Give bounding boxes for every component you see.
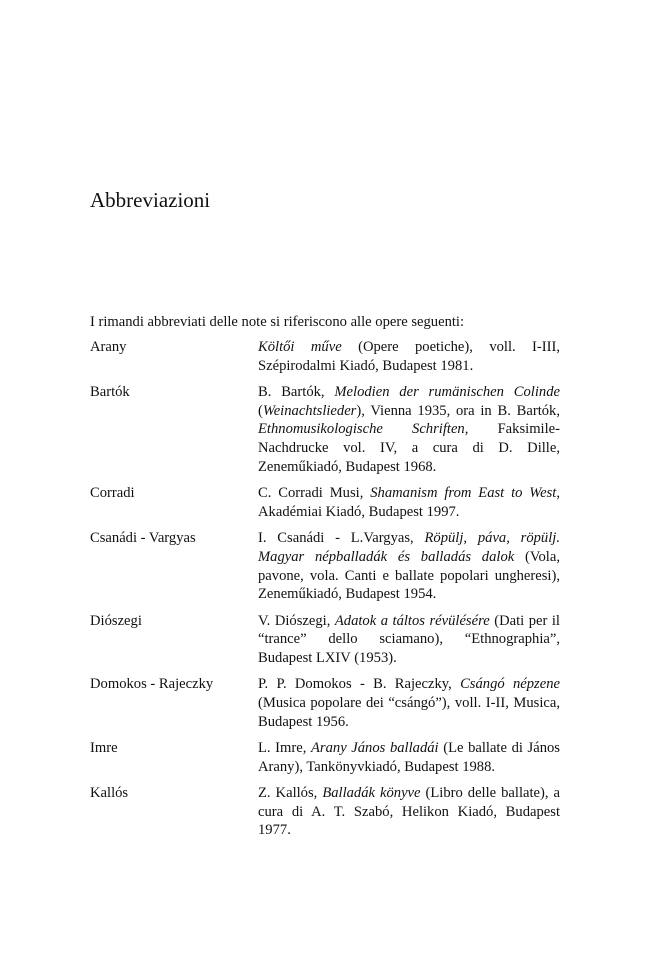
abbreviation-entry — [90, 739, 560, 777]
bibliographic-reference — [258, 529, 560, 604]
abbreviation-entry — [90, 784, 560, 840]
bibliographic-reference — [258, 675, 560, 731]
abbreviation-key: Corradi — [90, 485, 135, 502]
abbreviation-key: Arany — [90, 339, 127, 355]
abbreviation-key: Imre — [90, 739, 118, 756]
reference-text: (Musica popolare dei “csángó”), voll. I-II, Musica, Budapest 1956. — [258, 695, 560, 730]
reference-text: B. Bartók, — [258, 383, 335, 400]
reference-title: Shamanism from East to West — [370, 485, 557, 502]
bibliographic-reference — [258, 338, 560, 376]
bibliographic-reference — [258, 612, 560, 668]
reference-text: ), Vienna 1935, ora in B. Bartók, — [356, 402, 560, 419]
reference-text: (Vola, pavone, vola. Canti e ballate popolari ungheresi), Zeneműkiadó, Budapest 1954. — [258, 548, 560, 603]
abbreviation-entry — [90, 338, 560, 376]
reference-text: ( — [258, 402, 263, 419]
abbreviation-key: Diószegi — [90, 612, 142, 629]
reference-title: Adatok a táltos révülésére — [334, 612, 490, 629]
abbreviation-list — [90, 338, 560, 848]
reference-text: P. P. Domokos - B. Rajeczky, — [258, 676, 461, 693]
abbreviation-entry — [90, 383, 560, 477]
bibliographic-reference — [258, 784, 560, 840]
reference-text: Faksimile-Nachdrucke vol. IV, a cura di D. Dille, Zeneműkiadó, Budapest 1968. — [258, 421, 560, 476]
reference-title: Weinachtslieder — [262, 402, 357, 419]
reference-text: I. Csanádi - L.Vargyas, — [258, 530, 425, 547]
bibliographic-reference — [258, 383, 560, 477]
reference-text: Z. Kallós, — [258, 784, 323, 801]
reference-title: Csángó népzene — [460, 676, 560, 693]
abbreviation-key: Domokos - Rajeczky — [90, 676, 214, 693]
reference-text: V. Diószegi, — [258, 612, 335, 629]
reference-text: (Libro delle ballate), a cura di A. T. Szabó, Helikon Kiadó, Budapest 1977. — [258, 784, 560, 839]
reference-title: Költői műve — [258, 339, 342, 355]
bibliographic-reference — [258, 739, 560, 777]
reference-text: (Opere poetiche), voll. I-III, Szépirodalmi Kiadó, Budapest 1981. — [258, 339, 561, 374]
reference-title: Balladák könyve — [322, 784, 421, 801]
reference-title: Arany János balladái — [311, 739, 439, 756]
abbreviation-entry — [90, 484, 560, 522]
abbreviation-key: Csanádi - Vargyas — [90, 530, 196, 547]
abbreviation-entry — [90, 675, 560, 731]
bibliographic-reference — [258, 484, 560, 522]
reference-text: , Akadémiai Kiadó, Budapest 1997. — [258, 485, 560, 520]
reference-title: Melodien der rumänischen Colinde — [334, 383, 560, 400]
reference-text: L. Imre, — [258, 739, 311, 756]
reference-text: C. Corradi Musi, — [258, 485, 371, 502]
abbreviation-entry — [90, 612, 560, 668]
reference-title: Röpülj, páva, röpülj. Magyar népballadák és balladás dalok — [258, 530, 560, 565]
reference-title: Ethnomusikologische Schriften, — [258, 421, 469, 438]
abbreviation-entry — [90, 529, 560, 604]
reference-text: (Le ballate di János Arany), Tankönyvkiadó, Budapest 1988. — [258, 739, 560, 775]
page-title: Abbreviazioni — [90, 188, 211, 212]
abbreviation-key: Kallós — [90, 784, 129, 801]
intro-text: I rimandi abbreviati delle note si riferiscono alle opere seguenti: — [90, 314, 465, 330]
abbreviation-key: Bartók — [90, 383, 130, 400]
reference-text: (Dati per il “trance” dello sciamano), “Ethnographia”, Budapest LXIV (1953). — [258, 612, 560, 667]
